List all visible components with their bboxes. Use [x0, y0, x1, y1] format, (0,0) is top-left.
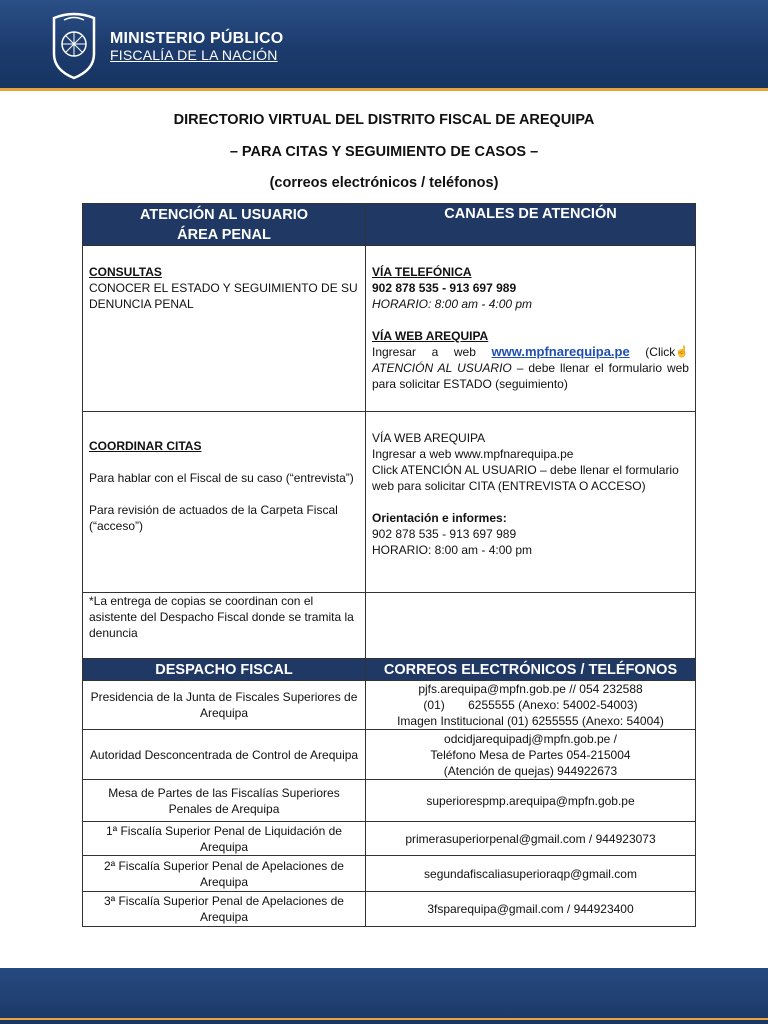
office-contacts: superiorespmp.arequipa@mpfn.gob.pe: [366, 780, 696, 822]
col-header-contacts: CORREOS ELECTRÓNICOS / TELÉFONOS: [366, 659, 696, 681]
table-row: [83, 780, 696, 822]
document-title: DIRECTORIO VIRTUAL DEL DISTRITO FISCAL DE AREQUIPA: [173, 112, 595, 128]
hand-pointer-icon: ☝: [675, 346, 689, 358]
brand-name: MINISTERIO PÚBLICO: [110, 30, 284, 47]
info-title: Orientación e informes:: [372, 511, 507, 525]
web-italic-text: ATENCIÓN AL USUARIO: [372, 361, 512, 375]
office-name: 1ª Fiscalía Superior Penal de Liquidación de Arequipa: [83, 822, 366, 856]
citas-title: COORDINAR CITAS: [89, 439, 202, 453]
brand-subname: FISCALÍA DE LA NACIÓN: [110, 47, 278, 63]
contact-line: odcidjarequipadj@mpfn.gob.pe /: [444, 731, 617, 746]
consultas-cell: [83, 246, 366, 412]
consultas-text: CONOCER EL ESTADO Y SEGUIMIENTO DE SU DENUNCIA PENAL: [89, 281, 358, 311]
office-name: Mesa de Partes de las Fiscalías Superiores Penales de Arequipa: [83, 780, 366, 822]
document-subtitle: – PARA CITAS Y SEGUIMIENTO DE CASOS –: [229, 144, 539, 160]
web-channel-text: [372, 344, 689, 392]
contact-line: (01) 6255555 (Anexo: 54002-54003): [423, 698, 638, 712]
office-contacts: primerasuperiorpenal@gmail.com / 944923073: [366, 822, 696, 856]
phone-hours: HORARIO: 8:00 am - 4:00 pm: [372, 297, 533, 311]
citas-access-text: Para revisión de actuados de la Carpeta Fiscal (“acceso”): [89, 503, 338, 533]
office-contacts: [366, 730, 696, 780]
phone-channel-title: VÍA TELEFÓNICA: [372, 265, 472, 279]
table-row: [83, 681, 696, 730]
contact-line: (Atención de quejas) 944922673: [443, 763, 618, 778]
contact-line: pjfs.arequipa@mpfn.gob.pe // 054 232588: [418, 682, 643, 696]
col-header-line1: ATENCIÓN AL USUARIO: [139, 206, 309, 223]
table-row: [83, 822, 696, 856]
citas-web-line2: Click ATENCIÓN AL USUARIO – debe llenar el formulario web para solicitar CITA (ENTREVISTA O ACCESO): [372, 463, 679, 493]
citas-web-title: VÍA WEB AREQUIPA: [372, 431, 486, 445]
col-header-office: DESPACHO FISCAL: [83, 659, 366, 681]
office-contacts: segundafiscaliasuperioraqp@gmail.com: [366, 856, 696, 892]
document-subtitle-2: (correos electrónicos / teléfonos): [269, 175, 499, 191]
citas-web-line1: Ingresar a web www.mpfnarequipa.pe: [372, 447, 574, 461]
phone-numbers: 902 878 535 - 913 697 989: [372, 281, 517, 295]
footer-band: [0, 968, 768, 1024]
offices-table: [82, 658, 696, 927]
office-name: Presidencia de la Junta de Fiscales Superiores de Arequipa: [83, 681, 366, 730]
citas-cell: [83, 412, 366, 593]
col-header-user-attention: [83, 204, 366, 246]
web-pre-text: Ingresar a web: [372, 345, 492, 359]
attention-table: [82, 203, 696, 659]
col-header-line2: ÁREA PENAL: [177, 226, 271, 243]
office-contacts: 3fsparequipa@gmail.com / 944923400: [366, 892, 696, 927]
website-link[interactable]: www.mpfnarequipa.pe: [491, 344, 630, 359]
copies-note: *La entrega de copias se coordinan con el asistente del Despacho Fiscal donde se tramita la denuncia: [89, 594, 354, 640]
header-accent-line: [0, 88, 768, 91]
web-post-text: (Click: [629, 345, 676, 359]
copies-note-cell: [83, 593, 366, 659]
info-phone: 902 878 535 - 913 697 989: [372, 527, 517, 541]
contact-line: Teléfono Mesa de Partes 054-215004: [430, 747, 631, 762]
empty-cell: [366, 593, 696, 659]
consultas-title: CONSULTAS: [89, 265, 162, 279]
web-channel-title: VÍA WEB AREQUIPA: [372, 329, 489, 343]
col-header-channels: CANALES DE ATENCIÓN: [366, 204, 696, 246]
footer-accent-line: [0, 1018, 768, 1020]
info-hours: HORARIO: 8:00 am - 4:00 pm: [372, 543, 533, 557]
table-row: [83, 892, 696, 927]
office-name: 3ª Fiscalía Superior Penal de Apelaciones de Arequipa: [83, 892, 366, 927]
web-rest-text: – debe llenar el formulario web para solicitar ESTADO (seguimiento): [372, 361, 689, 391]
citas-channels-cell: [366, 412, 696, 593]
consultas-channels-cell: [366, 246, 696, 412]
table-row: [83, 856, 696, 892]
table-row: [83, 730, 696, 780]
office-name: 2ª Fiscalía Superior Penal de Apelaciones de Arequipa: [83, 856, 366, 892]
coat-of-arms-logo: [48, 10, 100, 80]
office-name: Autoridad Desconcentrada de Control de Arequipa: [83, 730, 366, 780]
office-contacts: [366, 681, 696, 730]
contact-line: Imagen Institucional (01) 6255555 (Anexo: 54004): [397, 714, 664, 728]
citas-interview-text: Para hablar con el Fiscal de su caso (“entrevista”): [89, 471, 354, 485]
